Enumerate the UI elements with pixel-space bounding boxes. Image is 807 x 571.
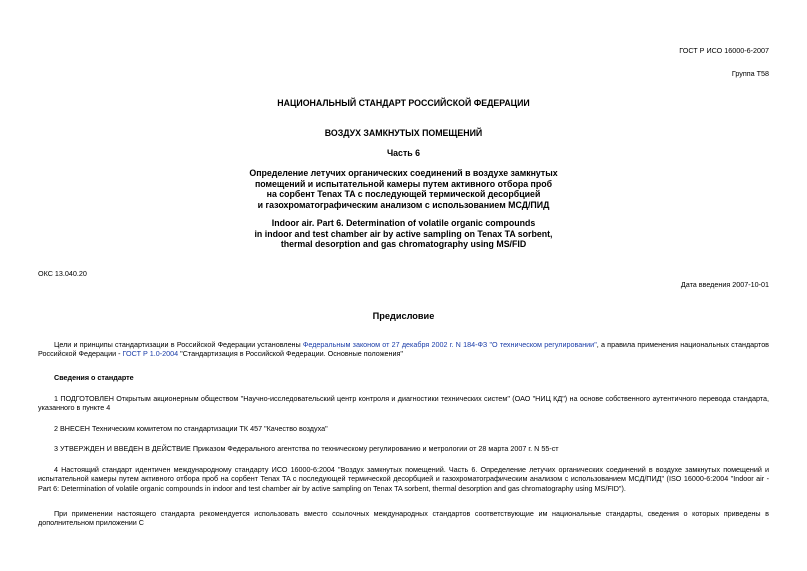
russian-title-line: и газохроматографическим анализом с использованием МСД/ПИД xyxy=(257,199,550,210)
english-title xyxy=(0,218,807,250)
english-title-line: thermal desorption and gas chromatography using MS/FID xyxy=(280,239,527,249)
oks-code: ОКС 13.040.20 xyxy=(38,269,87,278)
part-title: Часть 6 xyxy=(386,148,421,158)
group-code: Группа Т58 xyxy=(731,69,769,78)
english-title-line: in indoor and test chamber air by active sampling on Tenax TA sorbent, xyxy=(254,228,553,239)
foreword-paragraph-1 xyxy=(38,340,769,359)
russian-title-line: на сорбент Tenax TA с последующей термической десорбцией xyxy=(266,189,541,199)
item-5: При применении настоящего стандарта рекомендуется использовать вместо ссылочных международных стандартов соответствующие им национальные стандарты, сведения о которых приведены в дополнительном приложении С xyxy=(38,509,769,528)
item-3: 3 УТВЕРЖДЕН И ВВЕДЕН В ДЕЙСТВИЕ Приказом Федерального агентства по техническому регулированию и метрологии от 28 марта 2007 г. N 55-ст xyxy=(54,444,559,453)
item-2: 2 ВНЕСЕН Техническим комитетом по стандартизации ТК 457 "Качество воздуха" xyxy=(54,424,328,433)
federal-law-link[interactable]: Федеральным законом от 27 декабря 2002 г. N 184-ФЗ "О техническом регулировании" xyxy=(302,340,597,349)
foreword-heading: Предисловие xyxy=(372,311,435,321)
standard-info-heading: Сведения о стандарте xyxy=(54,373,134,382)
subject-title: ВОЗДУХ ЗАМКНУТЫХ ПОМЕЩЕНИЙ xyxy=(324,128,483,138)
gost-r-1-0-2004-link[interactable]: ГОСТ Р 1.0-2004 xyxy=(122,349,179,359)
russian-title-line: Определение летучих органических соединений в воздухе замкнутых xyxy=(249,168,558,178)
item-4: 4 Настоящий стандарт идентичен международному стандарту ИСО 16000-6:2004 "Воздух замкнутых помещений. Часть 6. Определение летучих органических соединений в воздухе замкнутых помещений и испытательной камеры путем активного отбора проб на сорбент Tenax TA с последующей термической десорбцией и газохроматографическим анализом с использованием МСД/ПИД" (ISO 16000-6:2004 "Indoor air - Part 6: Determination of volatile organic compounds in indoor and test chamber air by active sampling on Tenax TA sorbent, thermal desorption and gas chromatography using MS/FID"). xyxy=(38,465,769,493)
english-title-line: Indoor air. Part 6. Determination of volatile organic compounds xyxy=(271,218,536,228)
text-fragment: , а правила применения национальных стандартов Российской Федерации - xyxy=(38,340,770,359)
item-1: 1 ПОДГОТОВЛЕН Открытым акционерным обществом "Научно-исследовательский центр контроля и диагностики технических систем" (ОАО "НИЦ КД") на основе собственного аутентичного перевода стандарта, указанного в пункте 4 xyxy=(38,394,769,413)
text-fragment: Цели и принципы стандартизации в Российской Федерации установлены xyxy=(54,340,303,349)
gost-code: ГОСТ Р ИСО 16000-6-2007 xyxy=(679,46,769,55)
russian-title-line: помещений и испытательной камеры путем активного отбора проб xyxy=(254,178,553,189)
introduction-date: Дата введения 2007-10-01 xyxy=(680,280,769,289)
russian-title xyxy=(0,168,807,210)
national-standard-title: НАЦИОНАЛЬНЫЙ СТАНДАРТ РОССИЙСКОЙ ФЕДЕРАЦИИ xyxy=(277,98,530,108)
text-fragment: "Стандартизация в Российской Федерации. Основные положения" xyxy=(178,349,403,359)
